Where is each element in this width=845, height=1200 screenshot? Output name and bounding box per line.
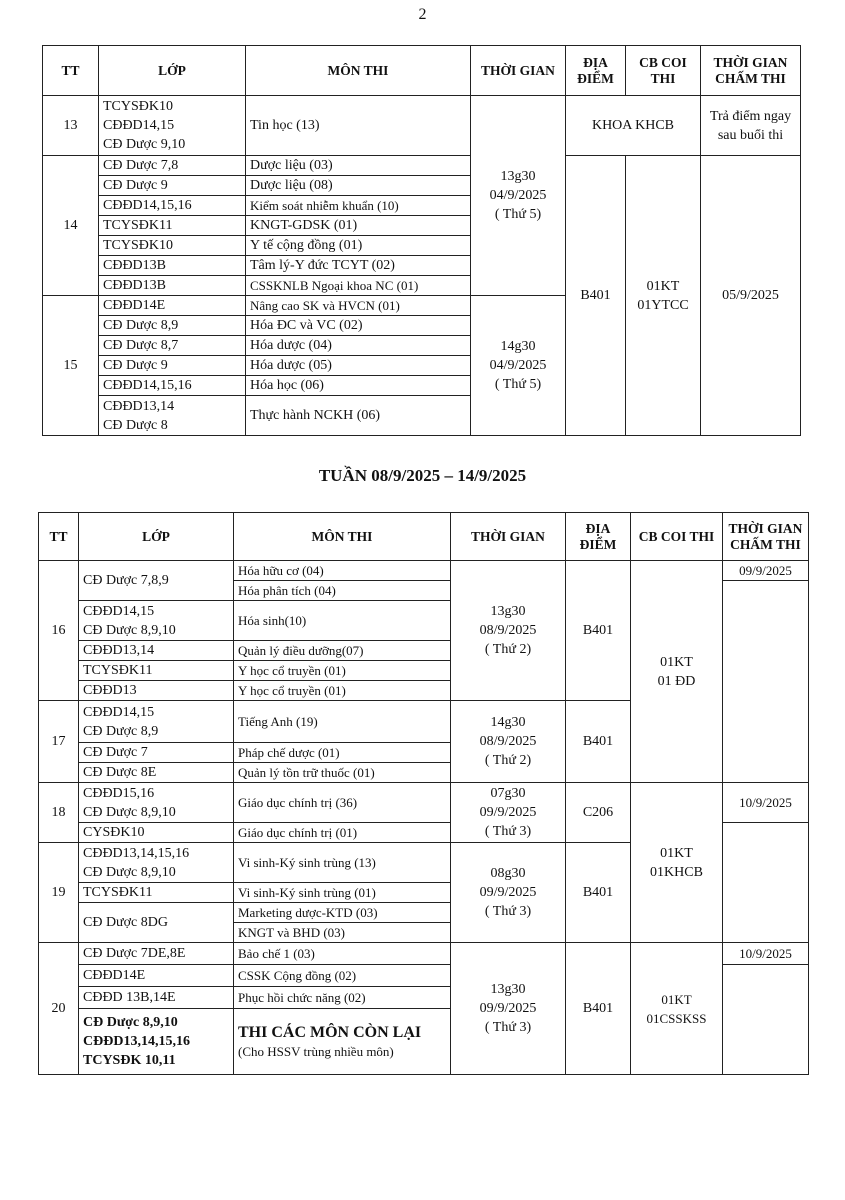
header-tt: TT [39, 513, 79, 561]
lop-line: CĐĐD14,15 [83, 603, 155, 619]
table-header [43, 46, 801, 96]
lop-line: CĐĐD14,15 [83, 704, 155, 720]
cham-cell-empty [723, 581, 809, 783]
lop-line: CĐĐD13,14,15,16 [83, 1034, 190, 1049]
cb-cell [626, 156, 701, 436]
mon-cell: Giáo dục chính trị (36) [234, 783, 451, 823]
header-dia-diem: ĐỊA ĐIỂM [566, 513, 631, 561]
mon-cell: Hóa phân tích (04) [234, 581, 451, 601]
mon-cell: CSSKNLB Ngoại khoa NC (01) [246, 276, 471, 296]
lop-cell [79, 1009, 234, 1075]
cham-cell-empty [723, 965, 809, 1075]
lop-cell [79, 783, 234, 823]
room-cell: B401 [566, 943, 631, 1075]
cham-cell-empty [723, 823, 809, 943]
cham-cell: 09/9/2025 [723, 561, 809, 581]
weekday-line: ( Thứ 3) [484, 904, 532, 919]
lop-cell [79, 701, 234, 743]
date-line: 04/9/2025 [489, 188, 547, 203]
lop-line: TCYSĐK 10,11 [83, 1053, 176, 1068]
mon-cell [234, 1009, 451, 1075]
lop-cell [79, 601, 234, 641]
tt-cell: 18 [39, 783, 79, 843]
date-line: 09/9/2025 [479, 805, 537, 820]
mon-cell: Tin học (13) [246, 96, 471, 156]
cham-cell: 10/9/2025 [723, 943, 809, 965]
time-cell [451, 843, 566, 943]
lop-cell: CĐĐD14,15,16 [99, 376, 246, 396]
time-cell [451, 701, 566, 783]
lop-cell: CĐĐD14E [79, 965, 234, 987]
weekday-line: ( Thứ 2) [484, 753, 532, 768]
time-line: 13g30 [500, 169, 536, 184]
mon-cell: Giáo dục chính trị (01) [234, 823, 451, 843]
tt-cell: 20 [39, 943, 79, 1075]
time-cell [471, 296, 566, 436]
time-cell [451, 783, 566, 843]
table-header [39, 513, 809, 561]
room-cell: B401 [566, 701, 631, 783]
lop-cell: CĐ Dược 7DE,8E [79, 943, 234, 965]
weekday-line: ( Thứ 5) [494, 377, 542, 392]
mon-cell: Vi sinh-Ký sinh trùng (13) [234, 843, 451, 883]
lop-cell: CĐĐD13B [99, 276, 246, 296]
cb-line: 01KT [660, 654, 693, 670]
mon-cell: Dược liệu (08) [246, 176, 471, 196]
cb-line: 01YTCC [637, 297, 689, 313]
cham-cell: Trả điểm ngay sau buổi thi [701, 96, 801, 156]
cb-line: 01CSSKSS [646, 1010, 707, 1026]
cb-line: 01 ĐD [657, 673, 696, 689]
lop-cell: CĐĐD13 [79, 681, 234, 701]
mon-cell: Phục hồi chức năng (02) [234, 987, 451, 1009]
mon-cell: Quản lý tồn trữ thuốc (01) [234, 763, 451, 783]
lop-line: CĐ Dược 8,9,10 [83, 622, 176, 638]
cb-line: 01KHCB [650, 864, 703, 880]
header-thoi-gian: THỜI GIAN [451, 513, 566, 561]
mon-cell: Tiếng Anh (19) [234, 701, 451, 743]
lop-cell: TCYSĐK11 [79, 883, 234, 903]
mon-cell: Hóa dược (04) [246, 336, 471, 356]
mon-cell: Y học cổ truyền (01) [234, 681, 451, 701]
weekday-line: ( Thứ 2) [484, 642, 532, 657]
mon-cell: Hóa hữu cơ (04) [234, 561, 451, 581]
time-line: 14g30 [500, 339, 536, 354]
lop-line: CĐĐD15,16 [83, 785, 155, 801]
mon-cell: Nâng cao SK và HVCN (01) [246, 296, 471, 316]
mon-cell: CSSK Cộng đồng (02) [234, 965, 451, 987]
lop-line: CĐ Dược 8,9,10 [83, 1015, 178, 1030]
tt-cell: 15 [43, 296, 99, 436]
room-cell: B401 [566, 561, 631, 701]
tt-cell: 13 [43, 96, 99, 156]
mon-cell: Hóa ĐC và VC (02) [246, 316, 471, 336]
date-line: 09/9/2025 [479, 1001, 537, 1016]
date-line: 09/9/2025 [479, 885, 537, 900]
lop-cell: CĐ Dược 7,8,9 [79, 561, 234, 601]
lop-cell: CĐ Dược 8,9 [99, 316, 246, 336]
lop-cell [99, 96, 246, 156]
lop-cell [99, 396, 246, 436]
room-cell: C206 [566, 783, 631, 843]
lop-cell: CĐ Dược 9 [99, 356, 246, 376]
mon-cell: Dược liệu (03) [246, 156, 471, 176]
mon-cell: Pháp chế dược (01) [234, 743, 451, 763]
date-line: 08/9/2025 [479, 734, 537, 749]
time-line: 13g30 [490, 982, 526, 997]
cb-cell [631, 783, 723, 943]
time-line: 08g30 [490, 866, 526, 881]
header-cb-coi-thi: CB COI THI [631, 513, 723, 561]
header-lop: LỚP [79, 513, 234, 561]
cb-cell [631, 561, 723, 783]
header-cb-coi-thi: CB COI THI [626, 46, 701, 96]
tt-cell: 16 [39, 561, 79, 701]
date-line: 04/9/2025 [489, 358, 547, 373]
time-line: 13g30 [490, 604, 526, 619]
lop-cell: CĐ Dược 8E [79, 763, 234, 783]
mon-cell: Quản lý điều dưỡng(07) [234, 641, 451, 661]
lop-cell: CĐĐD13,14 [79, 641, 234, 661]
mon-cell: Y tế cộng đồng (01) [246, 236, 471, 256]
tt-cell: 19 [39, 843, 79, 943]
lop-line: CĐĐD13,14,15,16 [83, 845, 190, 861]
time-line: 07g30 [490, 786, 526, 801]
time-line: 14g30 [490, 715, 526, 730]
lop-line: CĐ Dược 8 [103, 417, 168, 433]
cham-cell: 10/9/2025 [723, 783, 809, 823]
cham-cell: 05/9/2025 [701, 156, 801, 436]
cb-line: 01KT [661, 991, 692, 1007]
header-thoi-gian: THỜI GIAN [471, 46, 566, 96]
mon-cell: Vi sinh-Ký sinh trùng (01) [234, 883, 451, 903]
table-row [39, 783, 809, 823]
header-mon-thi: MÔN THI [234, 513, 451, 561]
table-row [39, 943, 809, 965]
header-thoi-gian-cham-thi: THỜI GIAN CHẤM THI [701, 46, 801, 96]
room-cell: B401 [566, 156, 626, 436]
lop-cell: CYSĐK10 [79, 823, 234, 843]
lop-cell: TCYSĐK11 [99, 216, 246, 236]
weekday-line: ( Thứ 5) [494, 207, 542, 222]
time-cell [451, 943, 566, 1075]
lop-cell: TCYSĐK11 [79, 661, 234, 681]
mon-cell: KNGT và BHD (03) [234, 923, 451, 943]
lop-line: TCYSĐK10 [103, 99, 174, 114]
header-tt: TT [43, 46, 99, 96]
place-cell: KHOA KHCB [566, 96, 701, 156]
mon-cell: Marketing dược-KTD (03) [234, 903, 451, 923]
lop-cell: CĐ Dược 9 [99, 176, 246, 196]
weekday-line: ( Thứ 3) [484, 1020, 532, 1035]
lop-line: CĐĐD13,14 [103, 398, 175, 414]
time-cell [471, 96, 566, 296]
room-cell: B401 [566, 843, 631, 943]
lop-cell: TCYSĐK10 [99, 236, 246, 256]
mon-cell: Tâm lý-Y đức TCYT (02) [246, 256, 471, 276]
lop-line: CĐ Dược 9,10 [103, 137, 186, 152]
mon-cell: KNGT-GDSK (01) [246, 216, 471, 236]
tt-cell: 17 [39, 701, 79, 783]
mon-cell: Bảo chế 1 (03) [234, 943, 451, 965]
lop-line: CĐ Dược 8,9,10 [83, 804, 176, 820]
lop-cell: CĐĐD14E [99, 296, 246, 316]
lop-line: CĐĐD14,15 [103, 118, 175, 133]
lop-cell: CĐ Dược 8DG [79, 903, 234, 943]
lop-line: CĐ Dược 8,9,10 [83, 864, 176, 880]
header-dia-diem: ĐỊA ĐIỂM [566, 46, 626, 96]
mon-cell: Thực hành NCKH (06) [246, 396, 471, 436]
mon-cell: Kiểm soát nhiễm khuẩn (10) [246, 196, 471, 216]
lop-cell: CĐĐD 13B,14E [79, 987, 234, 1009]
cb-line: 01KT [660, 845, 693, 861]
table-row [39, 561, 809, 581]
table-row [43, 156, 801, 176]
exam-schedule-table-2 [38, 512, 809, 1075]
table-row [43, 96, 801, 156]
lop-line: CĐ Dược 8,9 [83, 723, 159, 739]
date-line: 08/9/2025 [479, 623, 537, 638]
cb-cell [631, 943, 723, 1075]
lop-cell: CĐ Dược 7 [79, 743, 234, 763]
header-mon-thi: MÔN THI [246, 46, 471, 96]
mon-cell: Hóa học (06) [246, 376, 471, 396]
header-lop: LỚP [99, 46, 246, 96]
mon-cell: Hóa sinh(10) [234, 601, 451, 641]
time-cell [451, 561, 566, 701]
exam-schedule-table-1 [42, 45, 801, 436]
lop-cell: CĐĐD13B [99, 256, 246, 276]
mon-cell: Hóa dược (05) [246, 356, 471, 376]
mon-cell: Y học cổ truyền (01) [234, 661, 451, 681]
lop-cell: CĐ Dược 8,7 [99, 336, 246, 356]
mon-title: THI CÁC MÔN CÒN LẠI [238, 1023, 422, 1041]
lop-cell: CĐ Dược 7,8 [99, 156, 246, 176]
cb-line: 01KT [646, 278, 680, 294]
lop-cell: CĐĐD14,15,16 [99, 196, 246, 216]
header-thoi-gian-cham-thi: THỜI GIAN CHẤM THI [723, 513, 809, 561]
page-number: 2 [418, 6, 427, 23]
mon-note: (Cho HSSV trùng nhiều môn) [238, 1043, 394, 1059]
week-title: TUẦN 08/9/2025 – 14/9/2025 [318, 466, 527, 485]
weekday-line: ( Thứ 3) [484, 824, 532, 839]
lop-cell [79, 843, 234, 883]
tt-cell: 14 [43, 156, 99, 296]
